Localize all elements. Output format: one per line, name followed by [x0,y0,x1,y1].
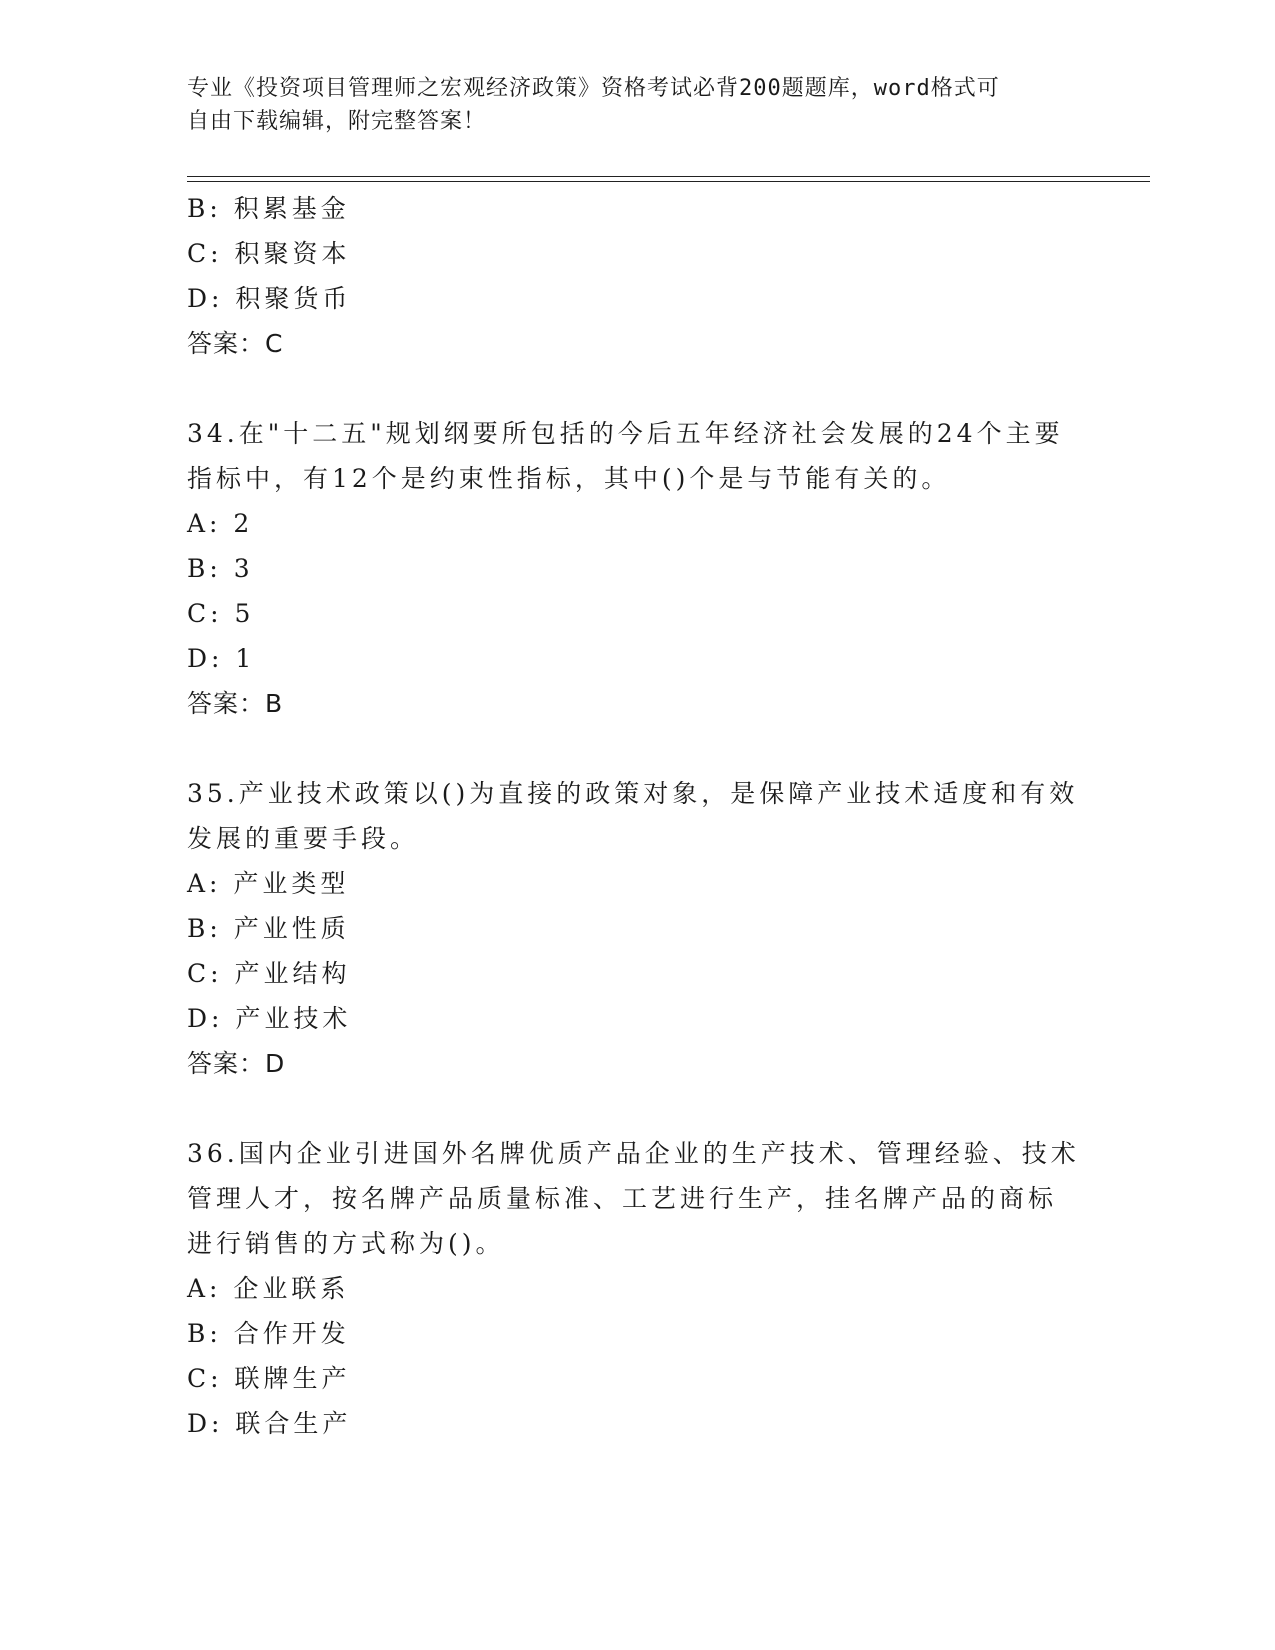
q34-answer: 答案：B [187,689,284,718]
q35-option-b: B: 产业性质 [187,914,350,943]
q36-option-d: D: 联合生产 [187,1409,352,1438]
q35-stem-line-1: 35.产业技术政策以()为直接的政策对象，是保障产业技术适度和有效 [187,779,1079,808]
q35-option-a: A: 产业类型 [187,869,350,898]
q35-stem-line-2: 发展的重要手段。 [187,824,420,853]
document-header [187,72,1067,138]
q33-option-b: B: 积累基金 [187,194,350,223]
q36-option-c: C: 联牌生产 [187,1364,351,1393]
q35-answer: 答案：D [187,1049,286,1078]
q36-option-b: B: 合作开发 [187,1319,350,1348]
q36-option-a: A: 企业联系 [187,1274,350,1303]
q34-stem-line-2: 指标中，有12个是约束性指标，其中()个是与节能有关的。 [187,464,951,493]
header-line-1: 专业《投资项目管理师之宏观经济政策》资格考试必背200题题库，word格式可 [187,76,1000,101]
header-rule-top [187,176,1150,177]
q35-option-c: C: 产业结构 [187,959,351,988]
q35-option-d: D: 产业技术 [187,1004,352,1033]
q36-stem-line-3: 进行销售的方式称为()。 [187,1229,505,1258]
q36-stem-line-2: 管理人才，按名牌产品质量标准、工艺进行生产，挂名牌产品的商标 [187,1184,1058,1213]
header-line-2: 自由下载编辑，附完整答案！ [187,109,487,134]
q34-option-b: B: 3 [187,554,254,583]
q33-option-c: C: 积聚资本 [187,239,351,268]
q34-option-c: C: 5 [187,599,255,628]
q33-answer: 答案：C [187,329,284,358]
q36-stem-line-1: 36.国内企业引进国外名牌优质产品企业的生产技术、管理经验、技术 [187,1139,1080,1168]
q34-stem-line-1: 34.在"十二五"规划纲要所包括的今后五年经济社会发展的24个主要 [187,419,1064,448]
header-rule-bottom [187,181,1150,182]
q34-option-a: A: 2 [187,509,254,538]
q34-option-d: D: 1 [187,644,256,673]
q33-option-d: D: 积聚货币 [187,284,352,313]
